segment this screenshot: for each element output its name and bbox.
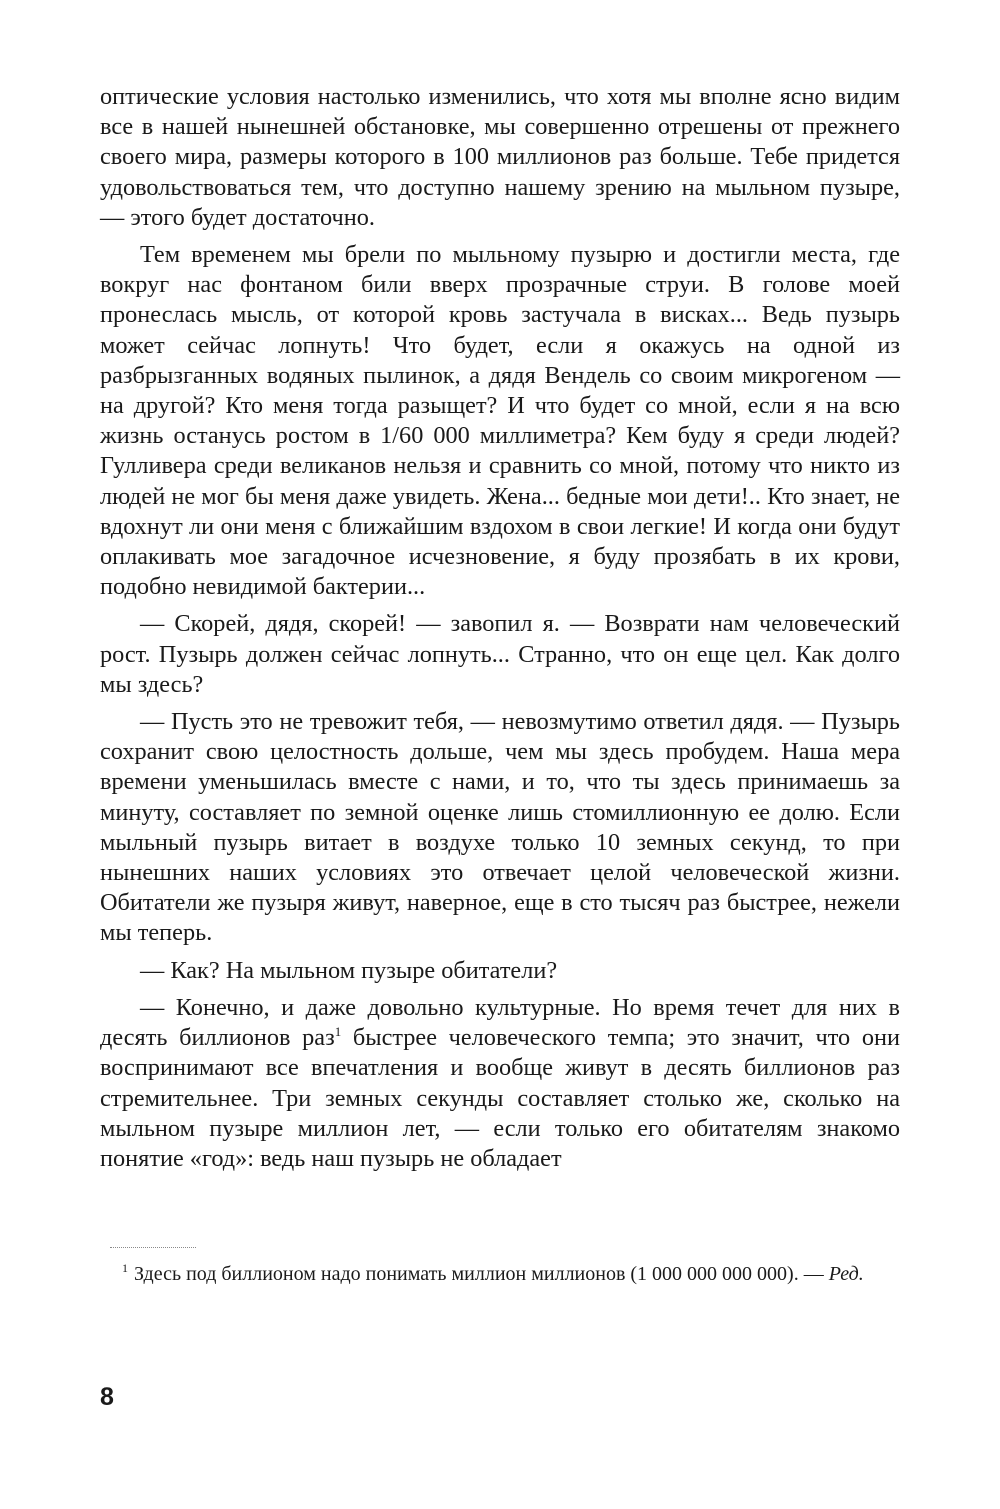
paragraph: оптические условия настолько изменились, что хотя мы вполне ясно видим все в нашей нынешней обстановке, мы совершенно отрешены от прежнего своего мира, размеры которого в 100 миллионов раз больше. Тебе придется удовольствоваться тем, что доступно нашему зрению на мыльном пузыре, — этого будет достаточно. <box>100 83 900 231</box>
footnote <box>100 1262 900 1287</box>
paragraph: Тем временем мы брели по мыльному пузырю и достигли места, где вокруг нас фонтаном били вверх прозрачные струи. В голове моей пронеслась мысль, от которой кровь застучала в висках... Ведь пузырь может сейчас лопнуть! Что будет, если я окажусь на одной из разбрызганных водяных пылинок, а дядя Вендель со своим микрогеном — на другой? Кто меня тогда разыщет? И что будет со мной, если я на всю жизнь останусь ростом в 1/60 000 миллиметра? Кем буду я среди людей? Гулливера среди великанов нельзя и сравнить со мной, потому что никто из людей не мог бы меня даже увидеть. Жена... бедные мои дети!.. Кто знает, не вдохнут ли они меня с ближайшим вздохом в свои легкие! И когда они будут оплакивать мое загадочное исчезновение, я буду прозябать в их крови, подобно невидимой бактерии... <box>100 241 900 601</box>
footnote-editor-note: Ред. <box>828 1263 864 1285</box>
paragraph: — Пусть это не тревожит тебя, — невозмутимо ответил дядя. — Пузырь сохранит свою целостность дольше, чем мы здесь пробудем. Наша мера времени уменьшилась вместе с нами, и то, что ты здесь принимаешь за минуту, составляет по земной оценке лишь стомиллионную ее долю. Если мыльный пузырь витает в воздухе только 10 земных секунд, то при нынешних наших условиях это отвечает целой человеческой жизни. Обитатели же пузыря живут, наверное, еще в сто тысяч раз быстрее, нежели мы теперь. <box>100 708 900 947</box>
paragraph-text-after-ref: быстрее человеческого темпа; это значит, что они воспринимают все впечатления и вообще живут в десять биллионов раз стремительнее. Три земных секунды составляет столько же, сколько на мыльном пузыре миллион лет, — если только его обитателям знакомо понятие «год»: ведь наш пузырь не обладает <box>100 1024 900 1172</box>
main-text <box>100 82 900 1174</box>
footnote-text: Здесь под биллионом надо понимать миллион миллионов (1 000 000 000 000). — <box>134 1263 829 1285</box>
footnote-mark: 1 <box>122 1261 128 1276</box>
paragraph-text-before-ref: — Конечно, и даже довольно культурные. Но время течет для них в десять биллионов раз <box>100 993 900 1052</box>
paragraph: — Как? На мыльном пузыре обитатели? <box>140 956 558 984</box>
paragraph: — Скорей, дядя, скорей! — завопил я. — Возврати нам человеческий рост. Пузырь должен сейчас лопнуть... Странно, что он еще цел. Как долго мы здесь? <box>100 610 900 698</box>
footnote-divider <box>110 1247 196 1248</box>
page-number: 8 <box>100 1383 114 1411</box>
footnote-reference: 1 <box>334 1024 342 1039</box>
paragraph-with-footnote-ref <box>100 993 900 1174</box>
